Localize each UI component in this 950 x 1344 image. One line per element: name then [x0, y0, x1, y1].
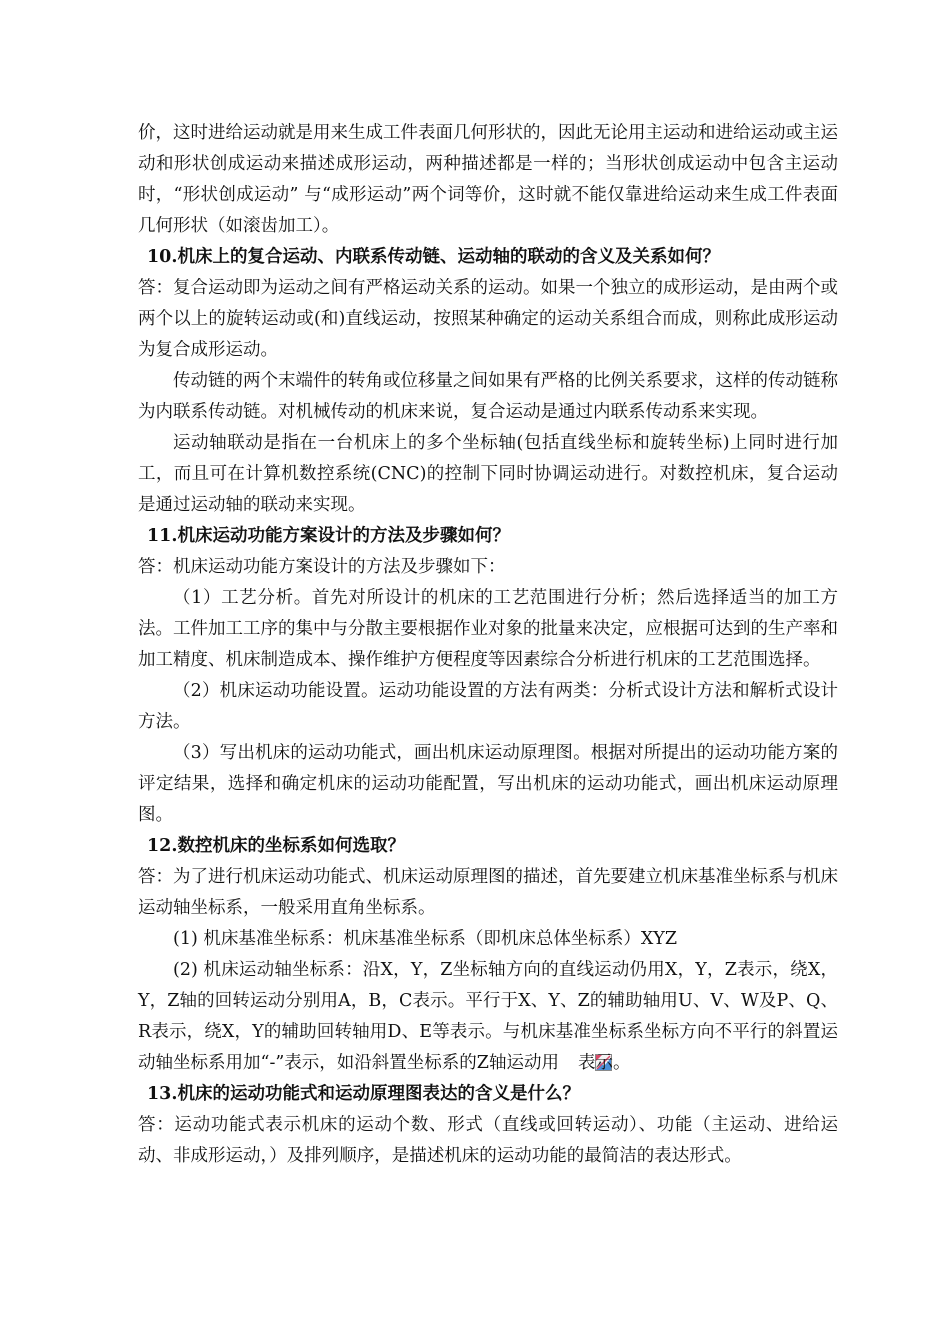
answer-11-step-2: （2）机床运动功能设置。运动功能设置的方法有两类：分析式设计方法和解析式设计方法。 — [138, 681, 838, 732]
answer-11-intro: 答：机床运动功能方案设计的方法及步骤如下： — [138, 557, 506, 577]
question-11-heading: 11.机床运动功能方案设计的方法及步骤如何？ — [147, 526, 510, 546]
answer-10-paragraph-1: 答：复合运动即为运动之间有严格运动关系的运动。如果一个独立的成形运动，是由两个或两个以上的旋转运动或(和)直线运动，按照某种确定的运动关系组合而成，则称此成形运动为复合成形运动。 — [138, 278, 838, 360]
answer-12-intro: 答：为了进行机床运动功能式、机床运动原理图的描述，首先要建立机床基准坐标系与机床运动轴坐标系，一般采用直角坐标系。 — [138, 867, 838, 918]
question-13-heading: 13.机床的运动功能式和运动原理图表达的含义是什么？ — [147, 1084, 580, 1104]
answer-13-paragraph: 答：运动功能式表示机床的运动个数、形式（直线或回转运动）、功能（主运动、进给运动、非成形运动，）及排列顺序，是描述机床的运动功能的最简洁的表达形式。 — [138, 1115, 838, 1166]
question-12-heading: 12.数控机床的坐标系如何选取？ — [147, 836, 405, 856]
document-page — [138, 118, 838, 1172]
answer-12-item-2 — [138, 955, 838, 1079]
paragraph-intro: 价，这时进给运动就是用来生成工件表面几何形状的，因此无论用主运动和进给运动或主运动和形状创成运动来描述成形运动，两种描述都是一样的；当形状创成运动中包含主运动时，“形状创成运动” 与“成形运动”两个词等价，这时就不能仅靠进给运动来生成工件表面几何形状（如滚齿加工）。 — [138, 123, 838, 236]
broken-image-icon — [560, 1051, 577, 1068]
answer-11-step-3: （3）写出机床的运动功能式，画出机床运动原理图。根据对所提出的运动功能方案的评定结果，选择和确定机床的运动功能配置，写出机床的运动功能式，画出机床运动原理图。 — [138, 743, 838, 825]
answer-10-paragraph-3: 运动轴联动是指在一台机床上的多个坐标轴(包括直线坐标和旋转坐标)上同时进行加工，而且可在计算机数控系统(CNC)的控制下同时协调运动进行。对数控机床，复合运动是通过运动轴的联动来实现。 — [138, 433, 838, 515]
answer-12-item-1: (1) 机床基准坐标系：机床基准坐标系（即机床总体坐标系）XYZ — [173, 929, 678, 949]
question-10-heading: 10.机床上的复合运动、内联系传动链、运动轴的联动的含义及关系如何？ — [147, 247, 720, 267]
answer-11-step-1: （1）工艺分析。首先对所设计的机床的工艺范围进行分析；然后选择适当的加工方法。工件加工工序的集中与分散主要根据作业对象的批量来决定，应根据可达到的生产率和加工精度、机床制造成本、操作维护方便程度等因素综合分析进行机床的工艺范围选择。 — [138, 588, 838, 670]
answer-12-item-2-tail: 表示。 — [577, 1053, 631, 1073]
answer-12-item-2-text: (2) 机床运动轴坐标系：沿X，Y，Z坐标轴方向的直线运动仍用X，Y，Z表示，绕X，Y，Z轴的回转运动分别用A，B，C表示。平行于X、Y、Z的辅助轴用U、V、W及P、Q、R表示，绕X，Y的辅助回转轴用D、E等表示。与机床基准坐标系坐标方向不平行的斜置运动轴坐标系用加“-”表示，如沿斜置坐标系的Z轴运动用 — [138, 960, 838, 1073]
answer-10-paragraph-2: 传动链的两个末端件的转角或位移量之间如果有严格的比例关系要求，这样的传动链称为内联系传动链。对机械传动的机床来说，复合运动是通过内联系传动系来实现。 — [138, 371, 838, 422]
